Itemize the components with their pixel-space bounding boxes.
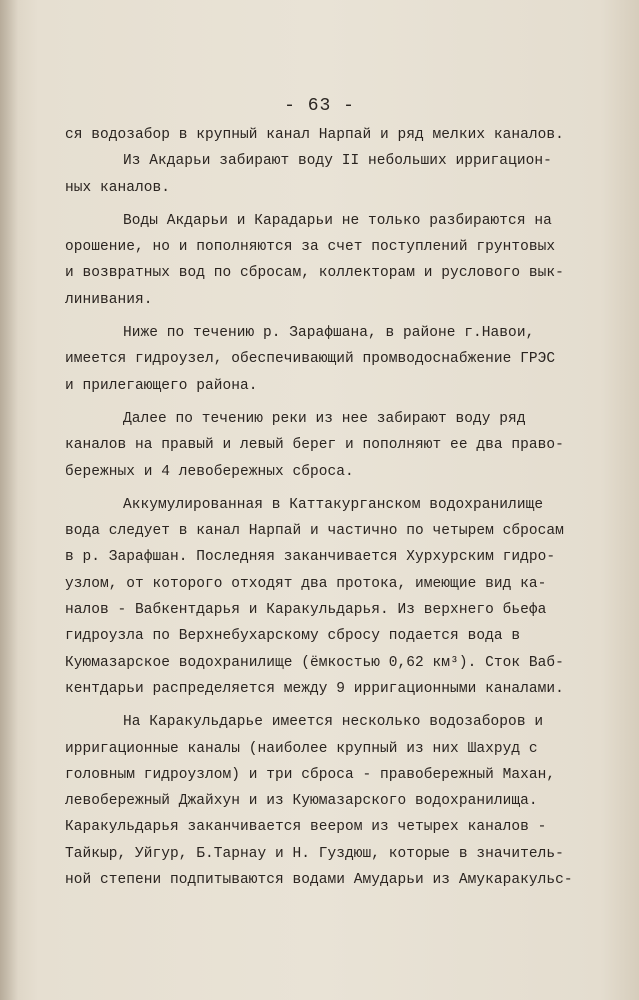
text-line: ирригационные каналы (наиболее крупный из них Шахруд с xyxy=(65,740,538,757)
page-edge-shadow xyxy=(0,0,18,1000)
text-line: узлом, от которого отходят два протока, имеющие вид ка- xyxy=(65,575,547,592)
text-line: вода следует в канал Нарпай и частично по четырем сбросам xyxy=(65,523,564,540)
text-line: Тайкыр, Уйгур, Б.Тарнау и Н. Гуздюш, которые в значитель- xyxy=(65,845,564,862)
text-line: Куюмазарское водохранилище (ёмкостью 0,62 км³). Сток Ваб- xyxy=(65,654,564,671)
text-line: и возвратных вод по сбросам, коллекторам и руслового вык- xyxy=(65,265,564,282)
text-line: левобережный Джайхун и из Куюмазарского водохранилища. xyxy=(65,793,538,810)
text-line: ной степени подпитываются водами Амударьи из Амукаракульс- xyxy=(65,872,573,889)
text-line: имеется гидроузел, обеспечивающий промводоснабжение ГРЭС xyxy=(65,351,556,368)
text-line: налов - Вабкентдарья и Каракульдарья. Из верхнего бьефа xyxy=(65,602,547,619)
paragraph-start-line: Воды Акдарьи и Карадарьи не только разбираются на xyxy=(123,212,552,229)
text-line: бережных и 4 левобережных сброса. xyxy=(65,463,354,480)
text-line: и прилегающего района. xyxy=(65,377,258,394)
text-line: гидроузла по Верхнебухарскому сбросу подается вода в xyxy=(65,628,521,645)
paragraph-start-line: Аккумулированная в Каттакурганском водохранилище xyxy=(123,496,544,513)
text-line: ся водозабор в крупный канал Нарпай и ряд мелких каналов. xyxy=(65,127,564,143)
paragraph-start-line: Далее по течению реки из нее забирают воду ряд xyxy=(123,410,526,427)
text-line: линивания. xyxy=(65,291,153,308)
text-line: орошение, но и пополняются за счет поступлений грунтовых xyxy=(65,239,556,256)
page-number: - 63 - xyxy=(284,96,355,116)
paragraph-start-line: На Каракульдарье имеется несколько водозаборов и xyxy=(123,714,544,731)
paragraph-start-line: Из Акдарьи забирают воду II небольших ирригацион- xyxy=(123,153,552,170)
text-line: Каракульдарья заканчивается веером из четырех каналов - xyxy=(65,819,547,836)
text-line: каналов на правый и левый берег и пополняют ее два право- xyxy=(65,437,564,454)
body-text xyxy=(65,122,573,893)
text-line: кентдарьи распределяется между 9 ирригационными каналами. xyxy=(65,680,564,697)
text-line: в р. Зарафшан. Последняя заканчивается Хурхурским гидро- xyxy=(65,549,556,566)
paragraph-start-line: Ниже по течению р. Зарафшана, в районе г.Навои, xyxy=(123,325,535,342)
text-line: ных каналов. xyxy=(65,179,171,196)
text-line: головным гидроузлом) и три сброса - правобережный Махан, xyxy=(65,766,556,783)
